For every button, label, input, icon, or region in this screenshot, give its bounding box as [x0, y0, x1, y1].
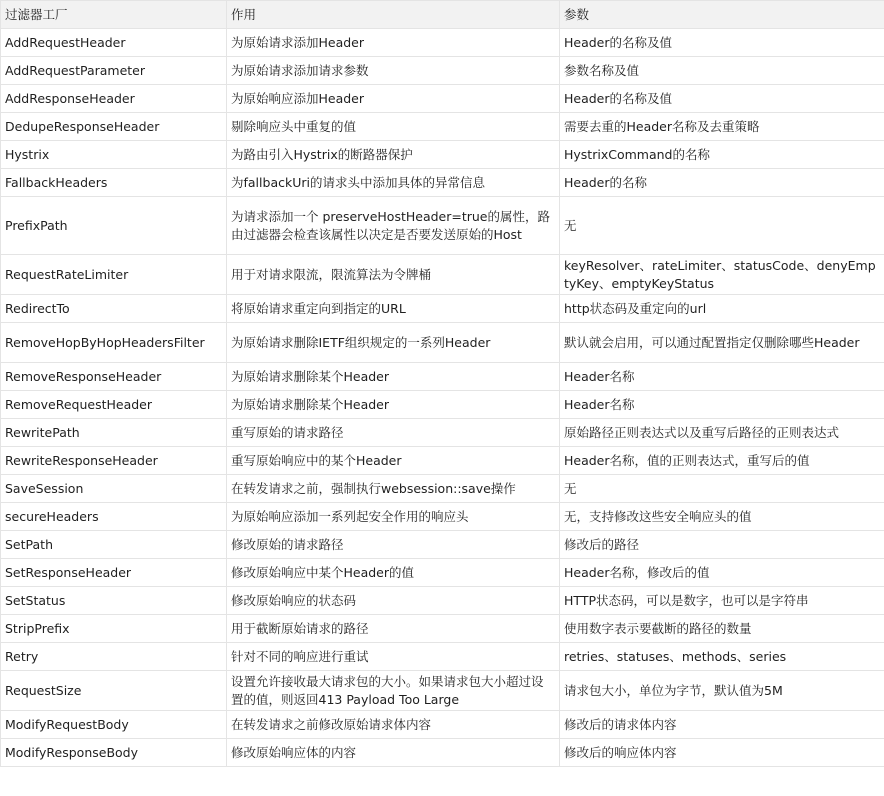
cell-effect: 针对不同的响应进行重试 [227, 643, 560, 671]
table-row [1, 587, 884, 615]
cell-filter-factory: RewriteResponseHeader [1, 447, 227, 475]
cell-effect: 为原始请求删除IETF组织规定的一系列Header [227, 323, 560, 363]
cell-params: Header名称 [560, 363, 884, 391]
cell-filter-factory: secureHeaders [1, 503, 227, 531]
cell-params: keyResolver、rateLimiter、statusCode、denyEmptyKey、emptyKeyStatus [560, 255, 884, 295]
table-row [1, 113, 884, 141]
table-row [1, 391, 884, 419]
cell-effect: 用于对请求限流，限流算法为令牌桶 [227, 255, 560, 295]
table-row [1, 671, 884, 711]
cell-params: 修改后的路径 [560, 531, 884, 559]
table-row [1, 531, 884, 559]
table-row [1, 85, 884, 113]
cell-params: 无 [560, 475, 884, 503]
cell-effect: 用于截断原始请求的路径 [227, 615, 560, 643]
table-row [1, 323, 884, 363]
table-row [1, 295, 884, 323]
cell-filter-factory: FallbackHeaders [1, 169, 227, 197]
table-row [1, 615, 884, 643]
cell-params: 无，支持修改这些安全响应头的值 [560, 503, 884, 531]
cell-filter-factory: RedirectTo [1, 295, 227, 323]
column-header-effect: 作用 [227, 1, 560, 29]
column-header-params: 参数 [560, 1, 884, 29]
cell-filter-factory: StripPrefix [1, 615, 227, 643]
cell-filter-factory: RemoveHopByHopHeadersFilter [1, 323, 227, 363]
table-row [1, 643, 884, 671]
cell-effect: 重写原始的请求路径 [227, 419, 560, 447]
cell-params: 参数名称及值 [560, 57, 884, 85]
table-row [1, 363, 884, 391]
cell-filter-factory: RequestRateLimiter [1, 255, 227, 295]
cell-effect: 为原始请求添加Header [227, 29, 560, 57]
cell-effect: 为原始请求删除某个Header [227, 363, 560, 391]
cell-effect: 在转发请求之前，强制执行websession::save操作 [227, 475, 560, 503]
cell-effect: 设置允许接收最大请求包的大小。如果请求包大小超过设置的值，则返回413 Payload Too Large [227, 671, 560, 711]
cell-filter-factory: ModifyResponseBody [1, 739, 227, 767]
cell-filter-factory: Retry [1, 643, 227, 671]
cell-effect: 修改原始的请求路径 [227, 531, 560, 559]
cell-filter-factory: SaveSession [1, 475, 227, 503]
cell-filter-factory: PrefixPath [1, 197, 227, 255]
cell-effect: 重写原始响应中的某个Header [227, 447, 560, 475]
cell-effect: 为原始请求添加请求参数 [227, 57, 560, 85]
cell-filter-factory: SetStatus [1, 587, 227, 615]
cell-params: retries、statuses、methods、series [560, 643, 884, 671]
cell-effect: 在转发请求之前修改原始请求体内容 [227, 711, 560, 739]
cell-params: Header名称，修改后的值 [560, 559, 884, 587]
cell-effect: 为原始请求删除某个Header [227, 391, 560, 419]
cell-params: 需要去重的Header名称及去重策略 [560, 113, 884, 141]
cell-filter-factory: ModifyRequestBody [1, 711, 227, 739]
cell-filter-factory: AddRequestHeader [1, 29, 227, 57]
cell-params: 请求包大小，单位为字节，默认值为5M [560, 671, 884, 711]
table-row [1, 739, 884, 767]
cell-filter-factory: AddRequestParameter [1, 57, 227, 85]
table-row [1, 141, 884, 169]
table-row [1, 57, 884, 85]
cell-effect: 修改原始响应体的内容 [227, 739, 560, 767]
cell-params: 原始路径正则表达式以及重写后路径的正则表达式 [560, 419, 884, 447]
cell-filter-factory: RemoveRequestHeader [1, 391, 227, 419]
table-row [1, 475, 884, 503]
cell-effect: 为原始响应添加Header [227, 85, 560, 113]
cell-effect: 修改原始响应的状态码 [227, 587, 560, 615]
cell-filter-factory: AddResponseHeader [1, 85, 227, 113]
cell-params: 使用数字表示要截断的路径的数量 [560, 615, 884, 643]
cell-filter-factory: DedupeResponseHeader [1, 113, 227, 141]
table-row [1, 169, 884, 197]
cell-filter-factory: RewritePath [1, 419, 227, 447]
cell-effect: 为请求添加一个 preserveHostHeader=true的属性，路由过滤器会检查该属性以决定是否要发送原始的Host [227, 197, 560, 255]
cell-params: HystrixCommand的名称 [560, 141, 884, 169]
cell-params: 默认就会启用，可以通过配置指定仅删除哪些Header [560, 323, 884, 363]
cell-effect: 为fallbackUri的请求头中添加具体的异常信息 [227, 169, 560, 197]
cell-params: HTTP状态码，可以是数字，也可以是字符串 [560, 587, 884, 615]
cell-params: 修改后的请求体内容 [560, 711, 884, 739]
cell-params: Header的名称及值 [560, 29, 884, 57]
cell-effect: 为路由引入Hystrix的断路器保护 [227, 141, 560, 169]
cell-filter-factory: SetPath [1, 531, 227, 559]
table-row [1, 197, 884, 255]
table-header-row [1, 1, 884, 29]
cell-filter-factory: SetResponseHeader [1, 559, 227, 587]
table-row [1, 255, 884, 295]
table-row [1, 711, 884, 739]
table-row [1, 447, 884, 475]
table-row [1, 559, 884, 587]
cell-effect: 将原始请求重定向到指定的URL [227, 295, 560, 323]
table-row [1, 503, 884, 531]
cell-params: Header的名称及值 [560, 85, 884, 113]
cell-effect: 剔除响应头中重复的值 [227, 113, 560, 141]
cell-params: Header的名称 [560, 169, 884, 197]
table-row [1, 29, 884, 57]
cell-filter-factory: RequestSize [1, 671, 227, 711]
table-row [1, 419, 884, 447]
cell-params: Header名称，值的正则表达式，重写后的值 [560, 447, 884, 475]
cell-effect: 为原始响应添加一系列起安全作用的响应头 [227, 503, 560, 531]
cell-filter-factory: Hystrix [1, 141, 227, 169]
cell-filter-factory: RemoveResponseHeader [1, 363, 227, 391]
cell-effect: 修改原始响应中某个Header的值 [227, 559, 560, 587]
column-header-filter-factory: 过滤器工厂 [1, 1, 227, 29]
cell-params: Header名称 [560, 391, 884, 419]
cell-params: 修改后的响应体内容 [560, 739, 884, 767]
cell-params: http状态码及重定向的url [560, 295, 884, 323]
cell-params: 无 [560, 197, 884, 255]
